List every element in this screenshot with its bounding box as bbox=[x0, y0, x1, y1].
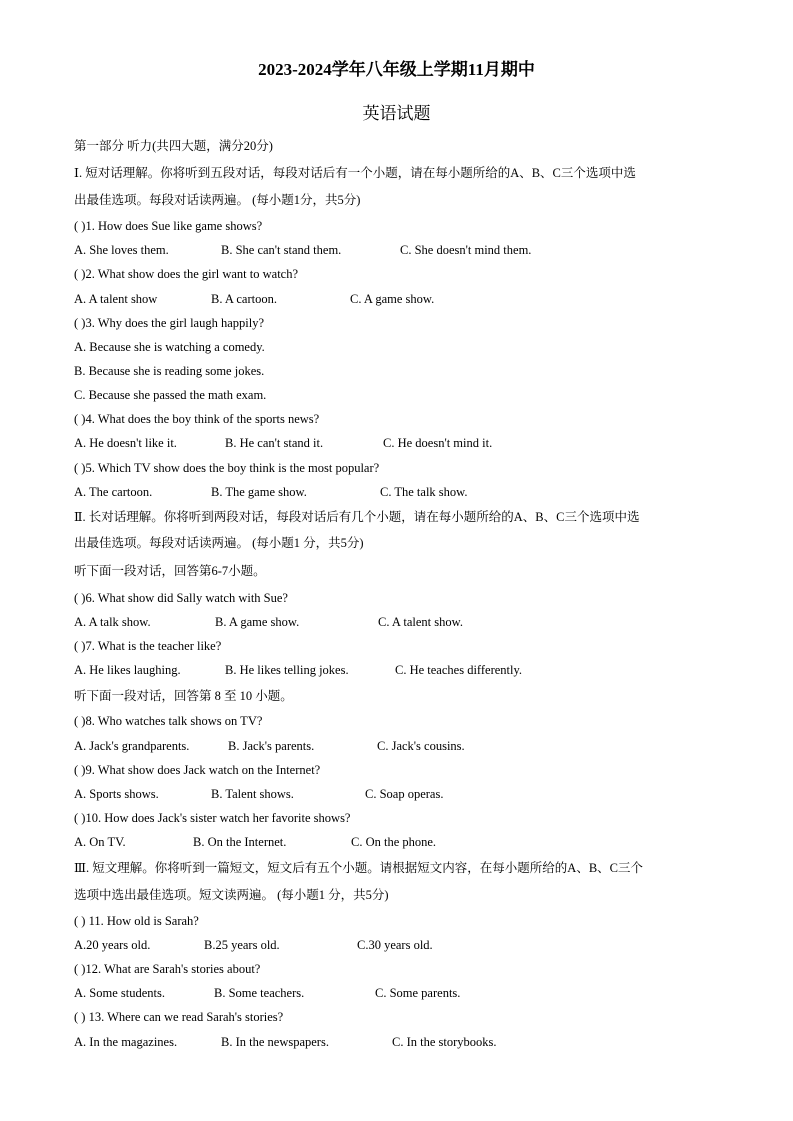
text-line: 选项中选出最佳选项。短文读两遍。 (每小题1 分，共5分) bbox=[74, 888, 389, 902]
text-line: ( ) 11. How old is Sarah? bbox=[74, 914, 199, 928]
text-line: 听下面一段对话，回答第6-7小题。 bbox=[74, 564, 266, 578]
text-line: ( )4. What does the boy think of the sports news? bbox=[74, 412, 320, 426]
text-line: ( )6. What show did Sally watch with Sue? bbox=[74, 591, 288, 605]
answer-option: B. On the Internet. bbox=[193, 835, 287, 849]
answer-option: C. She doesn't mind them. bbox=[400, 243, 532, 257]
text-line: 第一部分 听力(共四大题，满分20分) bbox=[74, 139, 273, 153]
text-line: 出最佳选项。每段对话读两遍。 (每小题1 分，共5分) bbox=[74, 536, 364, 550]
answer-option: A.20 years old. bbox=[74, 938, 151, 952]
text-line: ( )3. Why does the girl laugh happily? bbox=[74, 316, 265, 330]
answer-option: C. Jack's cousins. bbox=[377, 739, 465, 753]
text-line: Ⅰ. 短对话理解。你将听到五段对话，每段对话后有一个小题，请在每小题所给的A、B、C三个选项中选 bbox=[74, 166, 636, 180]
answer-option: C. He teaches differently. bbox=[395, 663, 523, 677]
text-line: ( )1. How does Sue like game shows? bbox=[74, 219, 263, 233]
text-line: ( )8. Who watches talk shows on TV? bbox=[74, 714, 263, 728]
answer-option: A. On TV. bbox=[74, 835, 126, 849]
answer-option: B. Some teachers. bbox=[214, 986, 305, 1000]
text-line: A. Because she is watching a comedy. bbox=[74, 340, 265, 354]
answer-option: C.30 years old. bbox=[357, 938, 433, 952]
answer-option: A. A talent show bbox=[74, 292, 158, 306]
page-title: 2023-2024学年八年级上学期11月期中 bbox=[258, 60, 535, 79]
answer-option: A. The cartoon. bbox=[74, 485, 153, 499]
answer-option: A. Sports shows. bbox=[74, 787, 159, 801]
text-line: ( )12. What are Sarah's stories about? bbox=[74, 962, 261, 976]
text-line: ( ) 13. Where can we read Sarah's stories? bbox=[74, 1010, 284, 1024]
answer-option: C. On the phone. bbox=[351, 835, 437, 849]
answer-option: A. He likes laughing. bbox=[74, 663, 181, 677]
answer-option: C. The talk show. bbox=[380, 485, 468, 499]
answer-option: A. In the magazines. bbox=[74, 1035, 178, 1049]
text-line: ( )2. What show does the girl want to watch? bbox=[74, 267, 299, 281]
answer-option: B. He can't stand it. bbox=[225, 436, 324, 450]
text-line: C. Because she passed the math exam. bbox=[74, 388, 267, 402]
answer-option: A. Some students. bbox=[74, 986, 165, 1000]
answer-option: B. The game show. bbox=[211, 485, 307, 499]
answer-option: C. Soap operas. bbox=[365, 787, 444, 801]
answer-option: A. A talk show. bbox=[74, 615, 151, 629]
answer-option: B. A cartoon. bbox=[211, 292, 277, 306]
answer-option: C. A game show. bbox=[350, 292, 435, 306]
text-line: 听下面一段对话，回答第 8 至 10 小题。 bbox=[74, 689, 293, 703]
answer-option: C. Some parents. bbox=[375, 986, 461, 1000]
text-line: ( )9. What show does Jack watch on the Internet? bbox=[74, 763, 321, 777]
answer-option: A. She loves them. bbox=[74, 243, 169, 257]
answer-option: B.25 years old. bbox=[204, 938, 280, 952]
answer-option: B. She can't stand them. bbox=[221, 243, 342, 257]
answer-option: C. A talent show. bbox=[378, 615, 463, 629]
text-line: Ⅲ. 短文理解。你将听到一篇短文，短文后有五个小题。请根据短文内容，在每小题所给的A、B、C三个 bbox=[74, 861, 644, 875]
text-line: ( )7. What is the teacher like? bbox=[74, 639, 222, 653]
text-line: Ⅱ. 长对话理解。你将听到两段对话，每段对话后有几个小题，请在每小题所给的A、B、C三个选项中选 bbox=[74, 510, 640, 524]
text-line: 出最佳选项。每段对话读两遍。 (每小题1分，共5分) bbox=[74, 193, 361, 207]
answer-option: B. He likes telling jokes. bbox=[225, 663, 349, 677]
text-line: ( )5. Which TV show does the boy think is the most popular? bbox=[74, 461, 380, 475]
answer-option: A. He doesn't like it. bbox=[74, 436, 177, 450]
text-line: B. Because she is reading some jokes. bbox=[74, 364, 265, 378]
answer-option: B. Talent shows. bbox=[211, 787, 294, 801]
answer-option: C. He doesn't mind it. bbox=[383, 436, 493, 450]
answer-option: B. A game show. bbox=[215, 615, 300, 629]
page-subtitle: 英语试题 bbox=[362, 104, 431, 123]
answer-option: B. In the newspapers. bbox=[221, 1035, 329, 1049]
answer-option: B. Jack's parents. bbox=[228, 739, 315, 753]
answer-option: A. Jack's grandparents. bbox=[74, 739, 190, 753]
answer-option: C. In the storybooks. bbox=[392, 1035, 497, 1049]
text-line: ( )10. How does Jack's sister watch her favorite shows? bbox=[74, 811, 351, 825]
